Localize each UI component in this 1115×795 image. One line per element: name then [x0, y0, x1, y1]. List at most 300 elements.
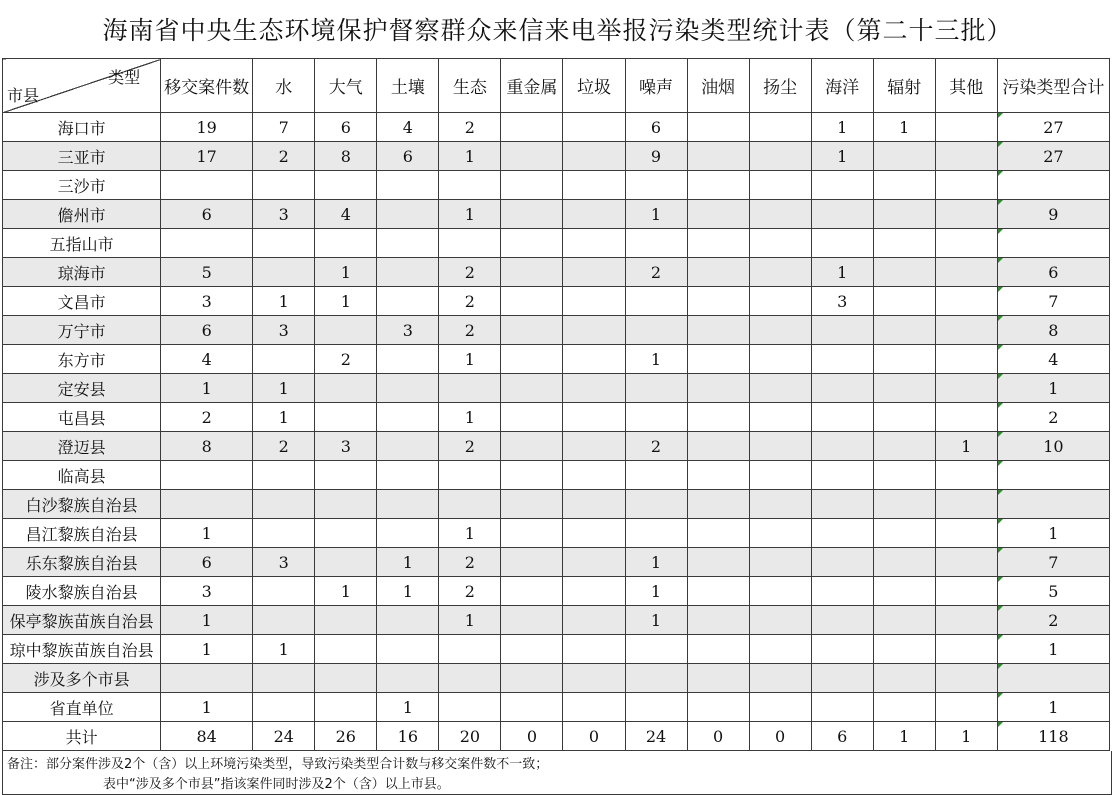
count-cell	[439, 374, 501, 403]
table-row	[3, 374, 1110, 403]
count-cell	[873, 606, 935, 635]
count-cell	[315, 316, 377, 345]
count-cell	[253, 693, 315, 722]
count-cell	[377, 258, 439, 287]
city-name-cell: 万宁市	[3, 316, 161, 345]
statistics-table	[2, 58, 1110, 751]
count-cell	[687, 142, 749, 171]
count-cell: 6	[161, 548, 253, 577]
count-cell	[315, 548, 377, 577]
column-header: 大气	[315, 59, 377, 113]
count-cell	[315, 461, 377, 490]
count-cell: 24	[625, 722, 687, 751]
count-cell	[811, 171, 873, 200]
count-cell	[687, 606, 749, 635]
count-cell	[563, 200, 625, 229]
count-cell	[749, 258, 811, 287]
count-cell	[935, 200, 997, 229]
table-row	[3, 606, 1110, 635]
count-cell	[811, 635, 873, 664]
count-cell	[749, 519, 811, 548]
count-cell: 1	[161, 635, 253, 664]
count-cell	[501, 490, 563, 519]
count-cell	[687, 548, 749, 577]
count-cell: 0	[501, 722, 563, 751]
table-row	[3, 345, 1110, 374]
count-cell: 1	[625, 200, 687, 229]
count-cell: 1	[935, 722, 997, 751]
count-cell	[315, 374, 377, 403]
count-cell	[253, 345, 315, 374]
count-cell	[501, 258, 563, 287]
count-cell	[935, 548, 997, 577]
count-cell	[439, 229, 501, 258]
count-cell: 2	[439, 316, 501, 345]
table-row	[3, 432, 1110, 461]
count-cell: 1	[161, 519, 253, 548]
count-cell	[687, 171, 749, 200]
count-cell	[873, 142, 935, 171]
count-cell	[749, 113, 811, 142]
count-cell: 2	[253, 142, 315, 171]
count-cell: 1	[161, 374, 253, 403]
count-cell	[687, 461, 749, 490]
count-cell	[687, 432, 749, 461]
table-row	[3, 577, 1110, 606]
count-cell	[811, 374, 873, 403]
count-cell	[253, 519, 315, 548]
count-cell	[377, 374, 439, 403]
count-cell	[811, 606, 873, 635]
count-cell	[749, 200, 811, 229]
count-cell	[749, 142, 811, 171]
count-cell	[749, 171, 811, 200]
count-cell	[935, 519, 997, 548]
count-cell	[501, 432, 563, 461]
count-cell	[501, 200, 563, 229]
count-cell: 4	[161, 345, 253, 374]
count-cell: 1	[377, 548, 439, 577]
count-cell	[563, 316, 625, 345]
row-total-cell	[997, 461, 1109, 490]
city-name-cell: 琼中黎族苗族自治县	[3, 635, 161, 664]
count-cell	[873, 374, 935, 403]
count-cell	[563, 606, 625, 635]
column-header: 扬尘	[749, 59, 811, 113]
count-cell	[687, 577, 749, 606]
count-cell	[253, 461, 315, 490]
row-total-cell: 27	[997, 142, 1109, 171]
count-cell	[377, 519, 439, 548]
count-cell	[625, 490, 687, 519]
count-cell	[253, 490, 315, 519]
count-cell	[873, 519, 935, 548]
count-cell	[935, 345, 997, 374]
table-row	[3, 316, 1110, 345]
count-cell	[687, 316, 749, 345]
column-header: 土壤	[377, 59, 439, 113]
count-cell: 3	[253, 200, 315, 229]
count-cell	[625, 519, 687, 548]
count-cell	[935, 258, 997, 287]
count-cell	[873, 229, 935, 258]
count-cell	[501, 316, 563, 345]
count-cell	[873, 345, 935, 374]
count-cell	[873, 403, 935, 432]
count-cell	[687, 200, 749, 229]
row-total-cell: 1	[997, 635, 1109, 664]
corner-city-label: 市县	[7, 86, 40, 105]
count-cell	[811, 200, 873, 229]
count-cell	[811, 316, 873, 345]
count-cell	[749, 374, 811, 403]
count-cell	[315, 519, 377, 548]
count-cell	[377, 606, 439, 635]
count-cell: 0	[687, 722, 749, 751]
table-row	[3, 113, 1110, 142]
count-cell: 1	[253, 287, 315, 316]
count-cell	[935, 113, 997, 142]
city-name-cell: 东方市	[3, 345, 161, 374]
count-cell: 2	[439, 287, 501, 316]
count-cell: 3	[161, 577, 253, 606]
count-cell	[935, 229, 997, 258]
count-cell	[811, 693, 873, 722]
count-cell	[501, 548, 563, 577]
count-cell	[377, 490, 439, 519]
column-header: 生态	[439, 59, 501, 113]
city-name-cell: 保亭黎族苗族自治县	[3, 606, 161, 635]
count-cell: 1	[253, 635, 315, 664]
count-cell: 1	[315, 258, 377, 287]
count-cell: 1	[439, 403, 501, 432]
count-cell	[811, 432, 873, 461]
row-total-cell: 9	[997, 200, 1109, 229]
count-cell: 26	[315, 722, 377, 751]
count-cell: 3	[253, 548, 315, 577]
row-total-cell	[997, 490, 1109, 519]
row-total-cell: 7	[997, 287, 1109, 316]
table-row	[3, 258, 1110, 287]
count-cell	[563, 229, 625, 258]
count-cell	[625, 664, 687, 693]
count-cell	[749, 577, 811, 606]
count-cell	[935, 606, 997, 635]
table-row	[3, 287, 1110, 316]
count-cell	[377, 403, 439, 432]
table-footnote	[2, 751, 1112, 795]
count-cell	[935, 490, 997, 519]
count-cell	[687, 403, 749, 432]
count-cell: 1	[439, 142, 501, 171]
count-cell: 2	[315, 345, 377, 374]
count-cell	[873, 664, 935, 693]
count-cell	[161, 461, 253, 490]
header-row	[3, 59, 1110, 113]
row-total-cell: 7	[997, 548, 1109, 577]
count-cell	[563, 693, 625, 722]
city-name-cell: 昌江黎族自治县	[3, 519, 161, 548]
count-cell	[501, 693, 563, 722]
count-cell	[439, 171, 501, 200]
count-cell	[749, 287, 811, 316]
count-cell: 19	[161, 113, 253, 142]
count-cell	[811, 490, 873, 519]
count-cell	[253, 606, 315, 635]
total-row	[3, 722, 1110, 751]
count-cell: 1	[873, 722, 935, 751]
city-name-cell: 三亚市	[3, 142, 161, 171]
count-cell	[563, 635, 625, 664]
count-cell	[811, 577, 873, 606]
count-cell	[687, 229, 749, 258]
row-total-cell: 118	[997, 722, 1109, 751]
count-cell: 6	[377, 142, 439, 171]
count-cell	[501, 287, 563, 316]
count-cell	[563, 490, 625, 519]
table-row	[3, 548, 1110, 577]
count-cell: 1	[253, 403, 315, 432]
count-cell	[811, 664, 873, 693]
count-cell	[501, 664, 563, 693]
count-cell	[377, 664, 439, 693]
count-cell: 3	[161, 287, 253, 316]
count-cell: 1	[873, 113, 935, 142]
count-cell	[873, 200, 935, 229]
count-cell	[625, 171, 687, 200]
city-name-cell: 琼海市	[3, 258, 161, 287]
count-cell	[439, 664, 501, 693]
count-cell	[563, 577, 625, 606]
count-cell	[315, 635, 377, 664]
footnote-line-2: 表中“涉及多个市县”指该案件同时涉及2个（含）以上市县。	[103, 777, 450, 792]
count-cell	[873, 432, 935, 461]
count-cell	[253, 577, 315, 606]
row-total-cell: 5	[997, 577, 1109, 606]
count-cell	[687, 258, 749, 287]
count-cell	[315, 606, 377, 635]
column-header: 重金属	[501, 59, 563, 113]
count-cell	[501, 171, 563, 200]
table-row	[3, 635, 1110, 664]
corner-header-cell	[3, 59, 161, 113]
count-cell	[625, 635, 687, 664]
count-cell	[501, 606, 563, 635]
count-cell	[501, 374, 563, 403]
count-cell	[377, 432, 439, 461]
count-cell	[161, 664, 253, 693]
count-cell: 1	[625, 577, 687, 606]
count-cell	[501, 577, 563, 606]
count-cell	[253, 171, 315, 200]
count-cell	[935, 635, 997, 664]
column-header: 其他	[935, 59, 997, 113]
city-name-cell: 文昌市	[3, 287, 161, 316]
city-name-cell: 陵水黎族自治县	[3, 577, 161, 606]
row-total-cell: 1	[997, 519, 1109, 548]
city-name-cell: 三沙市	[3, 171, 161, 200]
count-cell: 1	[811, 142, 873, 171]
count-cell: 3	[377, 316, 439, 345]
count-cell	[935, 403, 997, 432]
count-cell	[749, 229, 811, 258]
count-cell: 1	[439, 606, 501, 635]
city-name-cell: 临高县	[3, 461, 161, 490]
count-cell	[935, 374, 997, 403]
count-cell	[811, 403, 873, 432]
count-cell	[811, 461, 873, 490]
city-name-cell: 澄迈县	[3, 432, 161, 461]
column-header: 污染类型合计	[997, 59, 1109, 113]
count-cell: 9	[625, 142, 687, 171]
city-name-cell: 定安县	[3, 374, 161, 403]
row-total-cell: 2	[997, 403, 1109, 432]
count-cell	[315, 664, 377, 693]
count-cell	[377, 635, 439, 664]
count-cell: 2	[161, 403, 253, 432]
table-row	[3, 519, 1110, 548]
column-header: 油烟	[687, 59, 749, 113]
count-cell	[873, 461, 935, 490]
count-cell	[811, 519, 873, 548]
column-header: 辐射	[873, 59, 935, 113]
count-cell	[315, 229, 377, 258]
count-cell	[161, 229, 253, 258]
count-cell: 1	[625, 606, 687, 635]
count-cell	[749, 664, 811, 693]
count-cell	[439, 461, 501, 490]
count-cell	[749, 693, 811, 722]
count-cell: 4	[377, 113, 439, 142]
count-cell	[687, 519, 749, 548]
count-cell	[315, 403, 377, 432]
count-cell: 16	[377, 722, 439, 751]
city-name-cell: 乐东黎族自治县	[3, 548, 161, 577]
row-total-cell	[997, 171, 1109, 200]
row-total-cell: 4	[997, 345, 1109, 374]
count-cell	[161, 490, 253, 519]
count-cell	[625, 461, 687, 490]
count-cell: 6	[811, 722, 873, 751]
count-cell: 5	[161, 258, 253, 287]
count-cell: 6	[161, 316, 253, 345]
city-name-cell: 儋州市	[3, 200, 161, 229]
count-cell: 8	[315, 142, 377, 171]
count-cell: 1	[811, 113, 873, 142]
count-cell	[687, 490, 749, 519]
count-cell	[749, 461, 811, 490]
column-header: 海洋	[811, 59, 873, 113]
count-cell	[377, 345, 439, 374]
count-cell	[873, 577, 935, 606]
count-cell: 1	[377, 693, 439, 722]
count-cell	[377, 461, 439, 490]
count-cell: 1	[439, 200, 501, 229]
count-cell: 1	[439, 345, 501, 374]
page-title: 海南省中央生态环境保护督察群众来信来电举报污染类型统计表（第二十三批）	[102, 16, 1013, 45]
count-cell: 1	[935, 432, 997, 461]
count-cell	[625, 403, 687, 432]
row-total-cell	[997, 229, 1109, 258]
count-cell	[687, 287, 749, 316]
count-cell	[501, 635, 563, 664]
count-cell	[563, 461, 625, 490]
column-header: 噪声	[625, 59, 687, 113]
row-total-cell: 6	[997, 258, 1109, 287]
row-total-cell: 2	[997, 606, 1109, 635]
count-cell: 1	[625, 345, 687, 374]
count-cell	[935, 171, 997, 200]
count-cell	[377, 229, 439, 258]
count-cell: 3	[253, 316, 315, 345]
count-cell	[811, 345, 873, 374]
count-cell: 2	[439, 113, 501, 142]
count-cell	[935, 461, 997, 490]
count-cell	[501, 519, 563, 548]
count-cell: 0	[749, 722, 811, 751]
count-cell: 8	[161, 432, 253, 461]
row-total-cell: 27	[997, 113, 1109, 142]
count-cell	[439, 635, 501, 664]
row-total-cell: 1	[997, 693, 1109, 722]
count-cell	[873, 635, 935, 664]
count-cell	[935, 693, 997, 722]
count-cell	[687, 374, 749, 403]
count-cell	[315, 490, 377, 519]
count-cell: 2	[625, 432, 687, 461]
count-cell	[161, 171, 253, 200]
count-cell	[687, 345, 749, 374]
count-cell	[625, 229, 687, 258]
count-cell: 3	[315, 432, 377, 461]
count-cell	[625, 287, 687, 316]
count-cell: 2	[439, 258, 501, 287]
count-cell	[749, 345, 811, 374]
table-row	[3, 200, 1110, 229]
count-cell	[315, 693, 377, 722]
count-cell: 2	[439, 432, 501, 461]
count-cell	[873, 548, 935, 577]
city-name-cell: 共计	[3, 722, 161, 751]
count-cell	[377, 171, 439, 200]
count-cell	[625, 316, 687, 345]
count-cell	[873, 287, 935, 316]
count-cell: 6	[625, 113, 687, 142]
table-row	[3, 664, 1110, 693]
count-cell	[563, 142, 625, 171]
count-cell	[377, 287, 439, 316]
city-name-cell: 五指山市	[3, 229, 161, 258]
table-row	[3, 461, 1110, 490]
count-cell: 20	[439, 722, 501, 751]
count-cell	[377, 200, 439, 229]
count-cell	[873, 171, 935, 200]
city-name-cell: 海口市	[3, 113, 161, 142]
count-cell	[935, 142, 997, 171]
count-cell	[687, 113, 749, 142]
count-cell	[253, 258, 315, 287]
count-cell	[873, 693, 935, 722]
row-total-cell	[997, 664, 1109, 693]
count-cell	[253, 664, 315, 693]
count-cell	[749, 490, 811, 519]
count-cell: 1	[625, 548, 687, 577]
count-cell: 1	[253, 374, 315, 403]
count-cell	[749, 403, 811, 432]
count-cell: 1	[315, 287, 377, 316]
count-cell	[873, 316, 935, 345]
count-cell	[501, 142, 563, 171]
